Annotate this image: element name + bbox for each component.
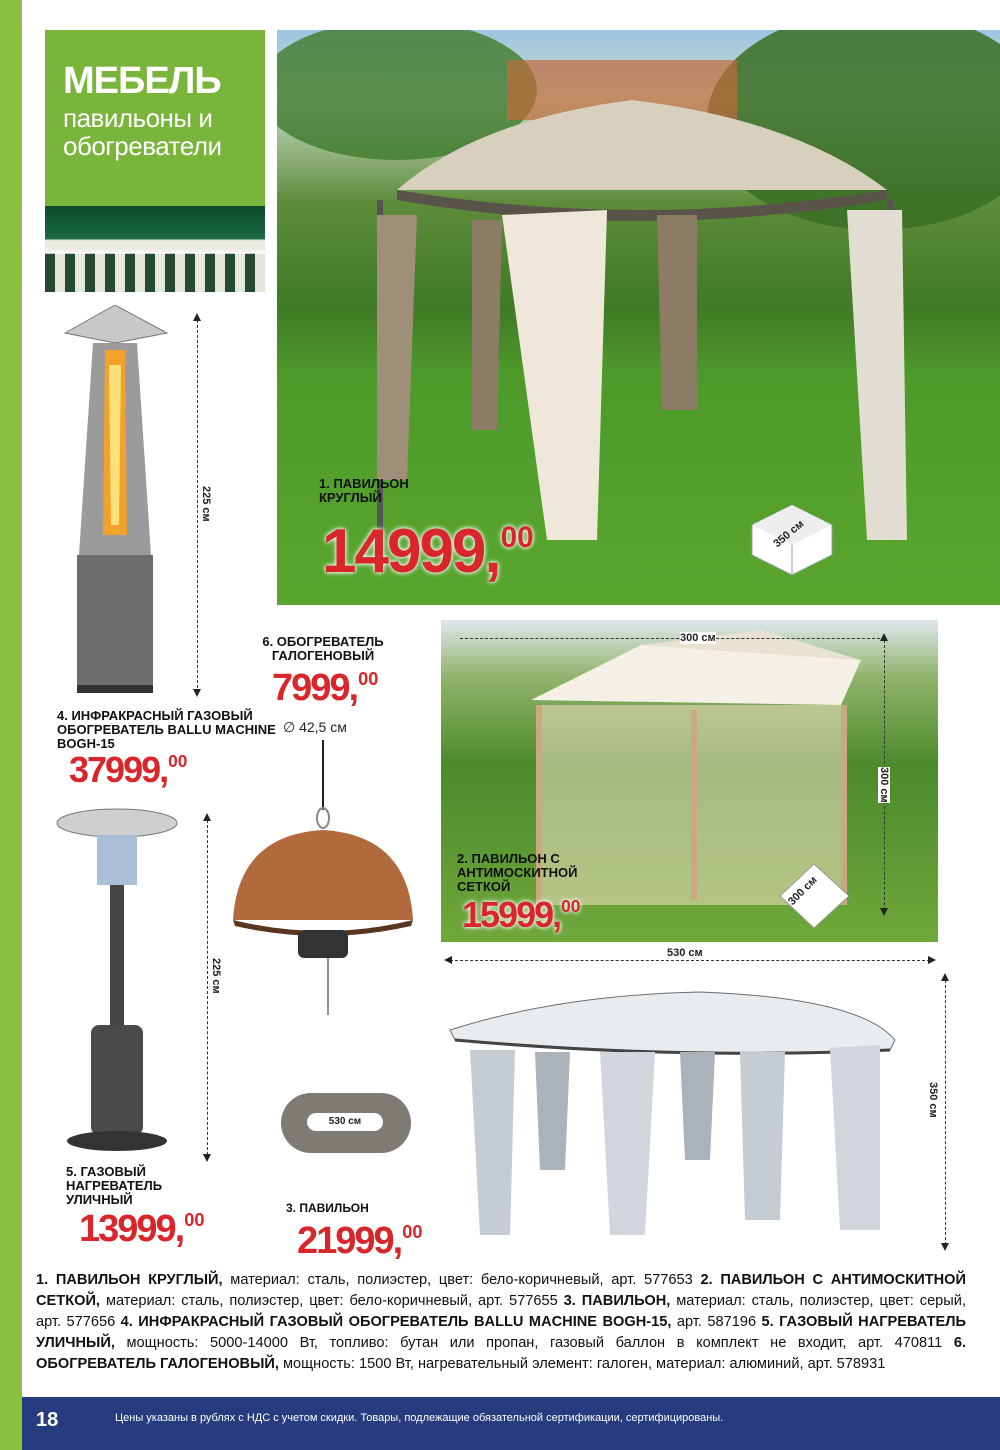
product-description xyxy=(36,1270,966,1375)
desc-4-text: арт. 587196 xyxy=(671,1314,762,1330)
product-5-label: 5. ГАЗОВЫЙ НАГРЕВАТЕЛЬ УЛИЧНЫЙ xyxy=(66,1164,163,1207)
product-2-dim-width: 300 см xyxy=(680,632,716,644)
desc-1-text: материал: сталь, полиэстер, цвет: бело-коричневый, арт. 577653 xyxy=(222,1272,701,1288)
product-1-price: 14999,00 xyxy=(322,517,534,586)
desc-2-text: материал: сталь, полиэстер, цвет: бело-коричневый, арт. 577655 xyxy=(100,1293,564,1309)
product-2-label: 2. ПАВИЛЬОН С АНТИМОСКИТНОЙ СЕТКОЙ xyxy=(457,851,578,894)
arrow-up-icon xyxy=(193,313,201,321)
desc-5-title: 5. ГАЗОВЫЙ НАГРЕВАТЕЛЬ УЛИЧНЫЙ, xyxy=(36,1314,966,1351)
arrow-down-icon xyxy=(193,689,201,697)
product-3-oval-dim: 530 см xyxy=(307,1113,383,1131)
product-3-price: 21999,00 xyxy=(297,1220,423,1262)
pavilion-3-width-line xyxy=(450,960,930,961)
desc-5-text: мощность: 5000-14000 Вт, топливо: бутан или пропан, газовый баллон в комплект не входит, арт. 470811 xyxy=(114,1335,954,1351)
product-3-dim-width: 530 см xyxy=(667,947,703,959)
product-3-label: 3. ПАВИЛЬОН xyxy=(286,1201,369,1215)
desc-2-title: 2. ПАВИЛЬОН С АНТИМОСКИТНОЙ СЕТКОЙ, xyxy=(36,1272,966,1309)
arrow-right-icon xyxy=(928,956,936,964)
large-pavilion-image xyxy=(440,990,900,1255)
halogen-heater-image xyxy=(228,740,413,1020)
footer-note: Цены указаны в рублях с НДС с учетом скидки. Товары, подлежащие обязательной сертификации, сертифицированы. xyxy=(115,1412,724,1424)
product-2-price: 15999,00 xyxy=(462,894,581,935)
product-1-label: 1. ПАВИЛЬОН КРУГЛЫЙ xyxy=(319,476,409,505)
product-1-dim: 350 см xyxy=(771,517,807,551)
product-6-dim: ∅ 42,5 см xyxy=(283,719,347,735)
desc-3-title: 3. ПАВИЛЬОН, xyxy=(563,1293,671,1309)
heater-4-height-line xyxy=(197,320,198,688)
product-6-price: 7999,00 xyxy=(272,667,379,709)
heater-5-height-line xyxy=(207,820,208,1155)
product-5-price: 13999,00 xyxy=(79,1208,205,1250)
page-number: 18 xyxy=(36,1409,59,1431)
pavilion-2-width-line xyxy=(460,638,880,639)
infrared-heater-image xyxy=(55,305,175,700)
section-header xyxy=(45,30,265,292)
section-title: МЕБЕЛЬ xyxy=(63,60,221,102)
arrow-left-icon xyxy=(444,956,452,964)
awning-image xyxy=(45,206,265,292)
product-3-dim-height: 350 см xyxy=(927,1082,939,1118)
arrow-down-icon xyxy=(880,908,888,916)
desc-4-title: 4. ИНФРАКРАСНЫЙ ГАЗОВЫЙ ОБОГРЕВАТЕЛЬ BALLU MACHINE BOGH-15, xyxy=(120,1314,672,1330)
gas-heater-image xyxy=(55,807,180,1157)
arrow-down-icon xyxy=(203,1154,211,1162)
side-accent-bar xyxy=(0,0,22,1450)
arrow-up-icon xyxy=(880,633,888,641)
product-5-dim: 225 см xyxy=(210,958,222,994)
product-4-dim: 225 см xyxy=(200,486,212,522)
arrow-down-icon xyxy=(941,1243,949,1251)
section-subtitle: павильоны и обогреватели xyxy=(63,103,222,161)
product-4-label: 4. ИНФРАКРАСНЫЙ ГАЗОВЫЙ ОБОГРЕВАТЕЛЬ BALLU MACHINE BOGH-15 xyxy=(57,708,276,751)
product-4-price: 37999,00 xyxy=(69,749,188,790)
pavilion-3-height-line xyxy=(945,980,946,1245)
desc-6-title: 6. ОБОГРЕВАТЕЛЬ ГАЛОГЕНОВЫЙ, xyxy=(36,1335,966,1372)
product-6-label: 6. ОБОГРЕВАТЕЛЬ ГАЛОГЕНОВЫЙ xyxy=(262,634,384,663)
desc-3-text: материал: сталь, полиэстер, цвет: серый, арт. 577656 xyxy=(36,1293,966,1330)
desc-1-title: 1. ПАВИЛЬОН КРУГЛЫЙ, xyxy=(36,1272,223,1288)
desc-6-text: мощность: 1500 Вт, нагревательный элемент: галоген, материал: алюминий, арт. 578931 xyxy=(278,1356,886,1372)
product-2-dim-depth: 300 см xyxy=(785,874,820,908)
arrow-up-icon xyxy=(941,973,949,981)
product-2-dim-height: 300 см xyxy=(878,767,890,803)
arrow-up-icon xyxy=(203,813,211,821)
cube-dimension-icon xyxy=(750,503,835,578)
